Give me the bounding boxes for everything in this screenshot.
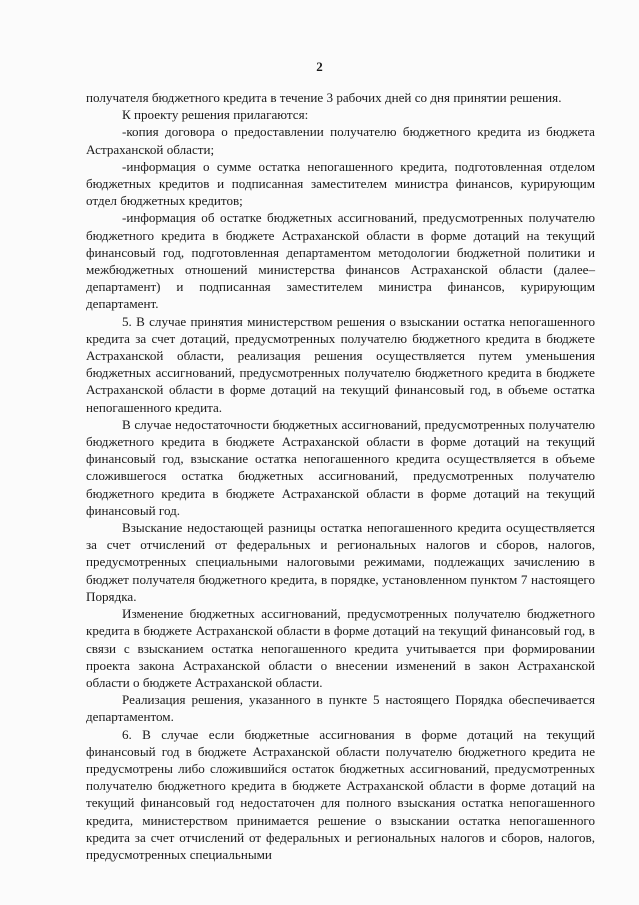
document-body: [86, 89, 595, 863]
list-item-contract-copy: -копия договора о предоставлении получателю бюджетного кредита из бюджета Астраханской области;: [86, 124, 595, 157]
paragraph-clause-5: 5. В случае принятия министерством решения о взыскании остатка непогашенного кредита за счет дотаций, предусмотренных получателю бюджетного кредита в бюджете Астраханской области, реализация решения осуществляется путем уменьшения бюджетных ассигнований, предусмотренных получателю бюджетного кредита в бюджете Астраханской области в форме дотаций на текущий финансовый год, в объеме остатка непогашенного кредита.: [86, 313, 595, 415]
list-item-allocation-info: -информация об остатке бюджетных ассигнований, предусмотренных получателю бюджетного кредита в бюджете Астраханской области в форме дотаций на текущий финансовый год, подготовленная департаментом методологии бюджетной политики и межбюджетных отношений министерства финансов Астраханской области (далее–департамент) и подписанная заместителем министра финансов, курирующим департамент.: [86, 210, 595, 312]
paragraph-implementation: Реализация решения, указанного в пункте 5 настоящего Порядка обеспечивается департаментом.: [86, 692, 595, 725]
paragraph-attachments-intro: К проекту решения прилагаются:: [122, 107, 309, 123]
paragraph-continuation: получателя бюджетного кредита в течение 3 рабочих дней со дня принятии решения.: [86, 90, 562, 105]
paragraph-insufficiency: В случае недостаточности бюджетных ассигнований, предусмотренных получателю бюджетного кредита в бюджете Астраханской области в форме дотаций на текущий финансовый год, взыскание остатка непогашенного кредита осуществляется в объеме сложившегося остатка бюджетных ассигнований, предусмотренных получателю бюджетного кредита в бюджете Астраханской области в форме дотаций на текущий финансовый год.: [86, 416, 595, 518]
page-number: 2: [316, 59, 323, 74]
paragraph-allocation-change: Изменение бюджетных ассигнований, предусмотренных получателю бюджетного кредита в бюджете Астраханской области в форме дотаций на текущий финансовый год, в связи с взысканием остатка непогашенного кредита учитывается при формировании проекта закона Астраханской области о внесении изменений в закон Астраханской области о бюджете Астраханской области.: [86, 606, 595, 690]
paragraph-shortfall-recovery: Взыскание недостающей разницы остатка непогашенного кредита осуществляется за счет отчислений от федеральных и региональных налогов и сборов, налогов, предусмотренных специальными налоговыми режимами, подлежащих зачислению в бюджет получателя бюджетного кредита, в порядке, установленном пунктом 7 настоящего Порядка.: [86, 520, 595, 604]
paragraph-clause-6: 6. В случае если бюджетные ассигнования в форме дотаций на текущий финансовый год в бюджете Астраханской области получателю бюджетного кредита не предусмотрены либо сложившийся остаток бюджетных ассигнований, предусмотренных получателю бюджетного кредита в бюджете Астраханской области в форме дотаций на текущий финансовый год недостаточен для полного взыскания остатка непогашенного кредита, министерством принимается решение о взыскании остатка непогашенного кредита за счет отчислений от федеральных и региональных налогов и сборов, налогов, предусмотренных специальными: [86, 726, 595, 862]
list-item-debt-info: -информация о сумме остатка непогашенного кредита, подготовленная отделом бюджетных кредитов и подписанная заместителем министра финансов, курирующим отдел бюджетных кредитов;: [86, 158, 595, 209]
